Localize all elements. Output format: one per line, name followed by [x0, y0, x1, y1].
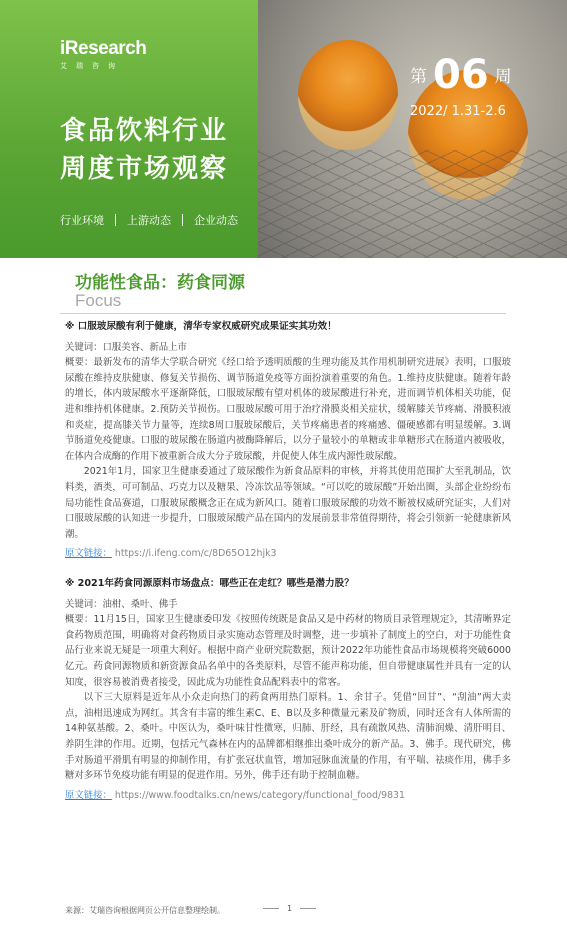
article-keywords: 关键词：口服美容、新品上市 — [65, 341, 187, 353]
nav-item-upstream[interactable]: 上游动态 — [127, 214, 171, 227]
logo — [60, 38, 146, 71]
page-title — [60, 112, 228, 188]
article-keywords: 关键词：油柑、桑叶、佛手 — [65, 598, 178, 610]
page-dash — [263, 908, 279, 909]
source-link[interactable] — [65, 546, 511, 562]
source-link[interactable] — [65, 788, 511, 804]
article-paragraph: 概要：最新发布的清华大学联合研究《经口给予透明质酸的生理功能及其作用机制研究进展》表明，口服玻尿酸在维持皮肤健康、修复关节损伤、调节肠道免疫等方面扮演着重要的角色。1.维持皮肤健康。随着年龄的增长，体内玻尿酸水平逐渐降低，口服玻尿酸有望对机体的玻尿酸进行补充，进而调节机体相关功能，促进和维持机体健康。2.预防关节损伤。口服玻尿酸可用于治疗滑膜炎相关症状，缓解膝关节疼痛、滑膜积液和炎症，提高膝关节力量等，连续8周口服玻尿酸后，关节疼痛患者的疼痛感、僵硬感都有明显缓解。3.调节肠道免疫健康。口服的玻尿酸在肠道内被酶降解后，以分子量较小的单糖或非单糖形式在肠道内被吸收，在体内合成酶的作用下被重新合成大分子玻尿酸，并促使人体生成内源性玻尿酸。 — [65, 357, 511, 462]
divider — [60, 313, 506, 314]
title-line-2: 周度市场观察 — [60, 154, 229, 184]
title-line-1: 食品饮料行业 — [60, 116, 229, 146]
article-paragraph: 2021年1月，国家卫生健康委通过了玻尿酸作为新食品原料的审核，并将其使用范围扩大至乳制品，饮料类，酒类，可可制品、巧克力以及糖果、冷冻饮品等领域。“可以吃的玻尿酸”开始出圈，头部企业纷纷布局功能性食品赛道，口服玻尿酸概念正在成为新风口。随着口服玻尿酸的功效不断被权威研究证实，人们对口服玻尿酸的认知进一步提升，口服玻尿酸产品在国内的发展前景非常值得期待，将会引领新一轮健康新风潮。 — [65, 466, 511, 540]
source-link-label[interactable]: 原文链接： — [65, 789, 112, 801]
week-prefix: 第 — [410, 67, 427, 87]
category-nav — [60, 212, 238, 228]
pastry-image — [298, 40, 398, 150]
source-link-url[interactable]: https://www.foodtalks.cn/news/category/functional_food/9831 — [114, 789, 405, 801]
article-paragraph: 概要：11月15日，国家卫生健康委印发《按照传统既是食品又是中药材的物质目录管理规定》，其清晰界定食药物质范围，明确将对食药物质目录实施动态管理及时调整，进一步填补了制度上的空白，对于功能性食品行业来说无疑是一项重大利好。根据中商产业研究院数据，预计2022年功能性食品市场规模将突破6000亿元。药食同源物质和新资源食品名单中的各类原料，尽管不能声称功能，但自带健康属性并具有一定的认知度，很容易被消费者接受，因此成为功能性食品配料表中的常客。 — [65, 614, 511, 688]
article — [65, 576, 511, 803]
date-range: 2022/ 1.31-2.6 — [410, 104, 506, 119]
article-paragraph: 以下三大原料是近年从小众走向热门的药食两用热门原料。1、余甘子。凭借“回甘”、“刮油”两大卖点，油柑迅速成为网红。其含有丰富的维生素C、E、B以及多种微量元素及矿物质，同时还含有人体所需的14种氨基酸。2、桑叶。中医认为，桑叶味甘性微寒，归肺、肝经，具有疏散风热、清肺润燥、清肝明目、养阴生津的作用。近期，包括元气森林在内的品牌都相继推出桑叶成分的新产品。3、佛手。现代研究，佛手对肠道平滑肌有明显的抑制作用，有扩张冠状血管，增加冠脉血流量的作用，有平喘、祛痰作用，佛手多糖对多环节免疫功能有明显的促进作用。另外，佛手还有助于控制血糖。 — [65, 692, 511, 782]
week-label — [410, 52, 512, 98]
page-number: 1 — [287, 904, 293, 913]
article — [65, 319, 511, 562]
logo-subtitle: 艾瑞咨询 — [60, 62, 124, 70]
header-banner — [0, 0, 567, 258]
source-link-label[interactable]: 原文链接： — [65, 548, 112, 560]
nav-divider — [182, 214, 183, 226]
section-subtitle: Focus — [75, 291, 122, 310]
nav-item-industry[interactable]: 行业环境 — [60, 214, 104, 227]
article-headline: ※ 2021年药食同源原料市场盘点：哪些正在走红？哪些是潜力股？ — [65, 578, 354, 589]
logo-name: iResearch — [60, 38, 147, 59]
nav-divider — [115, 214, 116, 226]
week-suffix: 周 — [494, 67, 512, 87]
article-headline: ※ 口服玻尿酸有利于健康，清华专家权威研究成果证实其功效！ — [65, 321, 337, 332]
footer-source: 来源：艾瑞咨询根据网页公开信息整理绘制。 — [65, 906, 225, 915]
cooling-rack-texture — [258, 150, 567, 258]
footer — [65, 905, 511, 916]
page-number-wrap — [255, 904, 324, 913]
nav-item-company[interactable]: 企业动态 — [194, 214, 238, 227]
section-title: 功能性食品：药食同源 — [75, 273, 245, 293]
page-dash — [300, 908, 316, 909]
source-link-url[interactable]: https://i.ifeng.com/c/8D65O12hjk3 — [114, 548, 277, 560]
week-number: 06 — [433, 52, 489, 98]
